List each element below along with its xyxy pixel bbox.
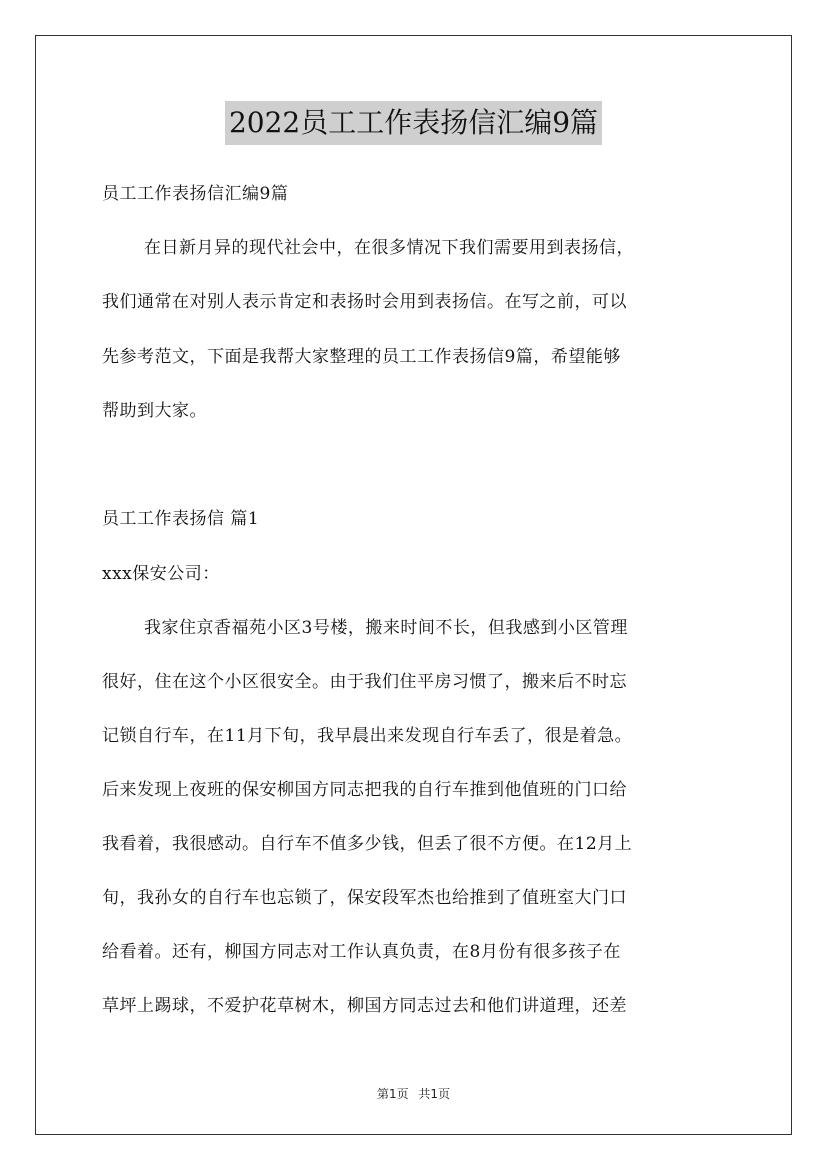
paragraph-line: 帮助到大家。 — [102, 401, 207, 421]
page-total: 共1页 — [418, 1087, 451, 1101]
paragraph-line: 我看着，我很感动。自行车不值多少钱，但丢了很不方便。在12月上 — [102, 834, 633, 854]
paragraph-line: 后来发现上夜班的保安柳国方同志把我的自行车推到他值班的门口给 — [102, 780, 627, 800]
paragraph-line: 很好，住在这个小区很安全。由于我们住平房习惯了，搬来后不时忘 — [102, 672, 627, 692]
paragraph-line: 我家住京香福苑小区3号楼，搬来时间不长，但我感到小区管理 — [144, 618, 628, 638]
paragraph-line: 旬，我孙女的自行车也忘锁了，保安段军杰也给推到了值班室大门口 — [102, 888, 627, 908]
page-footer — [0, 1085, 827, 1102]
paragraph-line: 草坪上踢球，不爱护花草树木，柳国方同志过去和他们讲道理，还差 — [102, 996, 627, 1016]
title-container — [0, 101, 827, 145]
paragraph-line: 在日新月异的现代社会中，在很多情况下我们需要用到表扬信， — [144, 238, 634, 258]
page-number: 第1页 — [376, 1087, 409, 1101]
paragraph-line: 先参考范文，下面是我帮大家整理的员工工作表扬信9篇，希望能够 — [102, 347, 621, 367]
subtitle-line: 员工工作表扬信汇编9篇 — [102, 184, 289, 204]
paragraph-line: 给看着。还有，柳国方同志对工作认真负责，在8月份有很多孩子在 — [102, 942, 621, 962]
paragraph-line: 记锁自行车，在11月下旬，我早晨出来发现自行车丢了，很是着急。 — [102, 726, 633, 746]
section-heading: 员工工作表扬信 篇1 — [102, 509, 260, 529]
paragraph-line: 我们通常在对别人表示肯定和表扬时会用到表扬信。在写之前，可以 — [102, 292, 627, 312]
salutation-line: xxx保安公司： — [102, 564, 220, 584]
document-title: 2022员工工作表扬信汇编9篇 — [225, 101, 602, 145]
